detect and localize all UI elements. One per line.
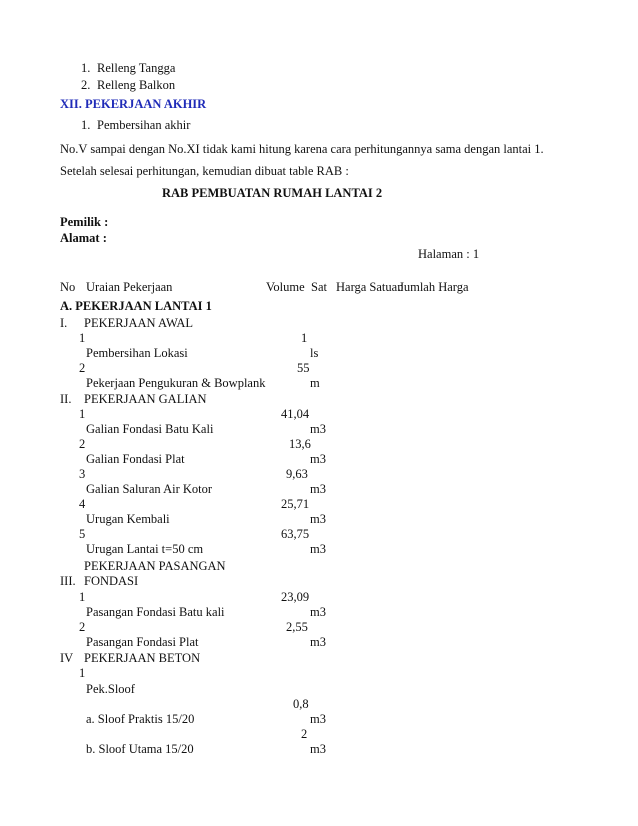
list-item-relleng-tangga: Relleng Tangga	[97, 61, 176, 75]
item-uraian: Galian Fondasi Batu Kali	[86, 422, 214, 436]
group-roman: I.	[60, 316, 68, 330]
item-uraian: Urugan Lantai t=50 cm	[86, 542, 204, 556]
group-roman: III.	[60, 574, 76, 588]
list-number: 1.	[81, 118, 91, 132]
halaman-label: Halaman : 1	[418, 247, 480, 261]
item-no: 1	[79, 590, 86, 604]
list-item-pembersihan-akhir: Pembersihan akhir	[97, 118, 191, 132]
group-title: PEKERJAAN BETON	[84, 651, 201, 665]
item-no: 4	[79, 497, 86, 511]
col-header-uraian: Uraian Pekerjaan	[86, 280, 173, 294]
item-volume: 23,09	[281, 590, 310, 604]
item-uraian: a. Sloof Praktis 15/20	[86, 712, 195, 726]
item-no: 1	[79, 331, 86, 345]
item-uraian: Pekerjaan Pengukuran & Bowplank	[86, 376, 266, 390]
item-no: 5	[79, 527, 86, 541]
item-sat: m3	[310, 512, 326, 526]
group-title-line1: PEKERJAAN PASANGAN	[84, 559, 226, 573]
item-volume: 2,55	[286, 620, 308, 634]
item-no: 1	[79, 666, 86, 680]
item-sat: m3	[310, 712, 326, 726]
paragraph-note: No.V sampai dengan No.XI tidak kami hitung karena cara perhitungannya sama dengan lantai 1.	[60, 142, 544, 156]
item-volume: 63,75	[281, 527, 310, 541]
group-roman: IV	[60, 651, 74, 665]
item-sat: m	[310, 376, 320, 390]
list-item-relleng-balkon: Relleng Balkon	[97, 78, 176, 92]
paragraph-intro: Setelah selesai perhitungan, kemudian dibuat table RAB :	[60, 164, 349, 178]
group-title: PEKERJAAN AWAL	[84, 316, 194, 330]
item-no: 1	[79, 407, 86, 421]
rab-title: RAB PEMBUATAN RUMAH LANTAI 2	[162, 186, 383, 200]
alamat-label: Alamat :	[60, 231, 107, 245]
col-header-sat: Sat	[311, 280, 327, 294]
item-sat: m3	[310, 635, 326, 649]
item-sat: m3	[310, 452, 326, 466]
item-volume: 41,04	[281, 407, 310, 421]
item-sat: m3	[310, 482, 326, 496]
item-uraian: b. Sloof Utama 15/20	[86, 742, 194, 756]
section-a-heading: A. PEKERJAAN LANTAI 1	[60, 299, 212, 313]
item-volume: 1	[301, 331, 308, 345]
item-no: 2	[79, 437, 86, 451]
pemilik-label: Pemilik :	[60, 215, 109, 229]
item-no: 3	[79, 467, 86, 481]
item-volume: 13,6	[289, 437, 311, 451]
group-title: PEKERJAAN GALIAN	[84, 392, 207, 406]
item-uraian: Galian Saluran Air Kotor	[86, 482, 213, 496]
item-volume: 55	[297, 361, 310, 375]
list-number: 1.	[81, 61, 91, 75]
item-uraian: Urugan Kembali	[86, 512, 170, 526]
col-header-volume: Volume	[266, 280, 305, 294]
item-no: 2	[79, 361, 86, 375]
item-sat: m3	[310, 742, 326, 756]
item-uraian: Pasangan Fondasi Batu kali	[86, 605, 225, 619]
item-uraian: Galian Fondasi Plat	[86, 452, 185, 466]
item-no: 2	[79, 620, 86, 634]
group-title: FONDASI	[84, 574, 139, 588]
list-number: 2.	[81, 78, 91, 92]
col-header-no: No	[60, 280, 76, 294]
item-uraian: Pembersihan Lokasi	[86, 346, 188, 360]
item-sat: m3	[310, 542, 326, 556]
item-subheading: Pek.Sloof	[86, 682, 135, 696]
group-roman: II.	[60, 392, 72, 406]
section-xii-heading: XII. PEKERJAAN AKHIR	[60, 97, 207, 111]
item-volume: 9,63	[286, 467, 308, 481]
item-sat: m3	[310, 605, 326, 619]
item-volume: 0,8	[293, 697, 309, 711]
item-sat: m3	[310, 422, 326, 436]
col-header-jumlah-harga: Jumlah Harga	[399, 280, 469, 294]
item-volume: 25,71	[281, 497, 310, 511]
item-uraian: Pasangan Fondasi Plat	[86, 635, 199, 649]
col-header-harga-satuan: Harga Satuan	[336, 280, 404, 294]
item-sat: ls	[310, 346, 319, 360]
item-volume: 2	[301, 727, 308, 741]
